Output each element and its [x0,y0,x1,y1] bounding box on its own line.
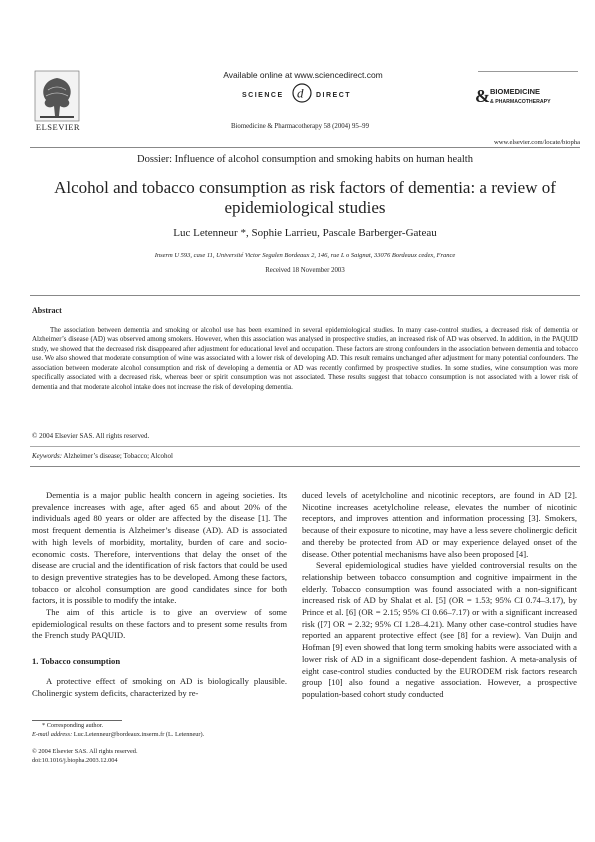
doi[interactable]: doi:10.1016/j.biopha.2003.12.004 [32,757,118,764]
keywords-label: Keywords: [32,452,63,460]
body-paragraph: A protective effect of smoking on AD is biologically plausible. Cholinergic system deficits, characterized by re- [32,675,287,698]
corresponding-author-note: * Corresponding author. [42,722,104,729]
keywords-list: Alzheimer’s disease; Tobacco; Alcohol [63,452,173,460]
section-heading: 1. Tobacco consumption [32,656,121,667]
body-paragraph: The aim of this article is to give an overview of some epidemiological results on these factors and to present some results from the French study PAQUID. [32,607,287,641]
body-paragraph: Several epidemiological studies have yielded controversial results on the relationship between tobacco consumption and cognitive impairment in the elderly. Tobacco consumption was found associated with a non-significant increased risk of AD by Shalat et al. [5] (OR = 1.53; 95% CI 0.74–3.17), by Prince et al. [6] (OR = 2.15; 95% CI 0.66–7.17) or with a significant increased risk ([7] OR = 2.32; 95% CI 1.28–4.21). Many other case-control studies have reported an apparent protective effect (see [8] for a review). Van Duijn and Hofman [9] even showed that long term smoking habits were associated with a lower risk of AD in a significant dose-dependent fashion. A meta-analysis of eight case-control studies conducted by the EURODEM risk factors research group [10] also found a negative association. However, a prospective population-based cohort study conducted [302,560,577,699]
available-online-text[interactable]: Available online at www.sciencedirect.com [223,70,383,80]
keywords [32,452,173,460]
sciencedirect-left-text: SCIENCE [242,92,284,99]
footer-copyright: © 2004 Elsevier SAS. All rights reserved. [32,748,138,755]
email-note [32,731,292,738]
abstract-text: The association between dementia and smoking or alcohol use has been examined in several epidemiological studies. In many case-control studies, a decreased risk of dementia or Alzheimer’s disease (AD) was observed among smokers. However, when this association was analysed in prospective studies, an increased risk of AD was observed. In addition, in the PAQUID study, we showed that the decreased risk disappeared after adjustment for educational level and occupation. These factors are strong confounders in the association between dementia and tobacco use. We also showed that moderate consumption of wine was associated with a lower risk of developing AD. This result remains unchanged after adjustment for many potential confounders. The association between moderate alcohol consumption and risk of developing a dementia or AD was recently confirmed by prospective studies. In some studies, wine consumption was more specifically associated with a decreased risk, whereas beer or spirit consumption was not associated. These results suggest that tobacco consumption is not associated with a lower risk of dementia and that moderate alcohol intake does not increase the risk of developing dementia. [32,326,578,391]
journal-logo-line2: & PHARMACOTHERAPY [490,99,551,105]
svg-text:&: & [475,86,490,106]
elsevier-tree-icon [34,70,80,122]
journal-logo-rule [478,71,578,72]
sciencedirect-d-icon [293,84,311,102]
sciencedirect-logo [240,82,370,104]
article-authors: Luc Letenneur *, Sophie Larrieu, Pascale Barberger-Gateau [173,227,437,239]
received-date: Received 18 November 2003 [265,267,345,274]
body-right-column [302,490,577,701]
journal-logo [475,85,585,107]
body-paragraph: duced levels of acetylcholine and nicotinic receptors, are found in AD [2]. Nicotine increases acetylcholine release, elevates the number of nicotinic receptors, and improves attention and information processing [3]. Smokers, because of their exposure to nicotine, may have a less severe cholinergic deficit and thereby be protected from AD or may experience delayed onset of the disease. Other potential mechanisms have also been proposed [4]. [302,490,577,559]
journal-logo-line1: BIOMEDICINE [490,87,541,96]
author-affiliation: Inserm U 593, case 11, Université Victor Segalen Bordeaux 2, 146, rue L o Saignat, 33076 Bordeaux cedex, France [154,252,456,259]
body-paragraph: Dementia is a major public health concern in ageing societies. Its prevalence increases with age, after aged 65 and about 20% of the individuals aged 80 years or older are affected by the disease [1]. The most frequent dementia is Alzheimer’s disease (AD). AD is associated with high levels of morbidity, mortality, burden of care and socio-economic costs. Therefore, interventions that delay the onset of the disease are crucial and the identification of risk factors that could be used to design preventive strategies has to be developed. Among these factors, tobacco or alcohol consumption are good candidates since for both factors, it is possible to modify the intake. [32,490,287,606]
journal-url[interactable]: www.elsevier.com/locate/biopha [494,139,580,146]
keywords-rule [30,466,580,467]
header-rule [30,147,580,148]
abstract-rule [30,446,580,447]
sciencedirect-right-text: DIRECT [316,92,352,99]
journal-reference: Biomedicine & Pharmacotherapy 58 (2004) 95–99 [231,123,369,130]
title-rule [30,295,580,296]
footnote-rule [32,720,122,721]
dossier-heading: Dossier: Influence of alcohol consumption and smoking habits on human health [137,154,473,165]
email-address[interactable]: Luc.Letenneur@bordeaux.inserm.fr (L. Letenneur). [73,731,205,738]
svg-text:d: d [297,85,304,101]
abstract-copyright: © 2004 Elsevier SAS. All rights reserved. [32,432,150,440]
abstract-heading: Abstract [32,306,62,315]
biomedicine-ampersand-icon [475,86,490,106]
email-label: E-mail address: [32,731,73,738]
publisher-wordmark: ELSEVIER [35,122,81,132]
article-title: Alcohol and tobacco consumption as risk factors of dementia: a review of epidemiological studies [54,178,556,217]
body-left-column [32,490,287,699]
